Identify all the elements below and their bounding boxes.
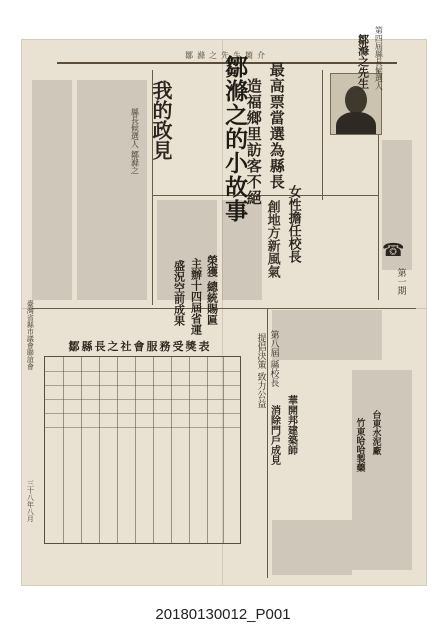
date-line: 三十八年八月 [26,480,35,522]
portrait-name: 鄒滌之先生 [356,34,370,89]
table-rule [117,357,118,543]
table-rule [45,371,240,372]
table-rule [189,357,190,543]
mid-heading-2: 提倡決策 致力公益 [255,333,266,408]
table-rule [223,357,224,543]
essay-title: 我的政見 [149,80,173,160]
column-rule [322,70,323,200]
mid-heading-1: 第八屆 縣校長 [268,330,279,387]
archive-id-caption: 20180130012_P001 [155,606,291,623]
table-rule [45,399,240,400]
table-rule [63,357,64,543]
subhead-1: 最高票當選為縣長 [267,62,286,190]
table-rule [45,427,240,428]
table-rule [81,357,82,543]
table-title: 鄒縣長之社會服務受獎表 [68,340,212,353]
portrait-body [336,112,376,135]
table-rule [45,385,240,386]
ad-right-2: 竹東哈哈製藥 [354,418,365,472]
table-rule [153,357,154,543]
text-block [32,80,72,300]
table-rule [171,357,172,543]
girls-subhead: 創地方新風氣 [264,200,280,278]
ad-right-1: 台東水泥廠 [370,410,381,455]
essay-byline: 縣長候選人 鄒滌之 [130,108,140,175]
publisher-line: 臺灣省縣市議會聯誼會 [26,300,35,370]
banner: 鄒滌之先生簡介 [57,50,397,64]
ad-heading-1: 華開邦建築師 [285,395,297,455]
section-rule [152,195,378,196]
award-heading-2: 主辦十四屆省運 [189,258,203,335]
awards-table [44,356,241,544]
side-title: 第四屆縣長候選人 [374,26,384,90]
telephone-icon: ☎ [382,240,405,261]
award-heading-3: 盛況空前成果 [172,260,186,326]
table-rule [45,413,240,414]
section-rule [32,308,416,309]
headline: 鄒滌之的小故事 [221,55,249,223]
text-block [272,310,382,360]
table-rule [135,357,136,543]
text-block [272,520,352,575]
girls-headline: 女性擔任校長 [285,185,301,263]
subhead-2: 造福鄉里訪客不絕 [244,78,263,206]
table-rule [99,357,100,543]
table-rule [207,357,208,543]
ad-heading-2: 消除門戶成見 [268,405,280,465]
award-heading-1: 榮獲 總統賜匾 [205,255,219,325]
issue-label: 第一期 [395,268,406,295]
portrait-face [345,86,367,114]
